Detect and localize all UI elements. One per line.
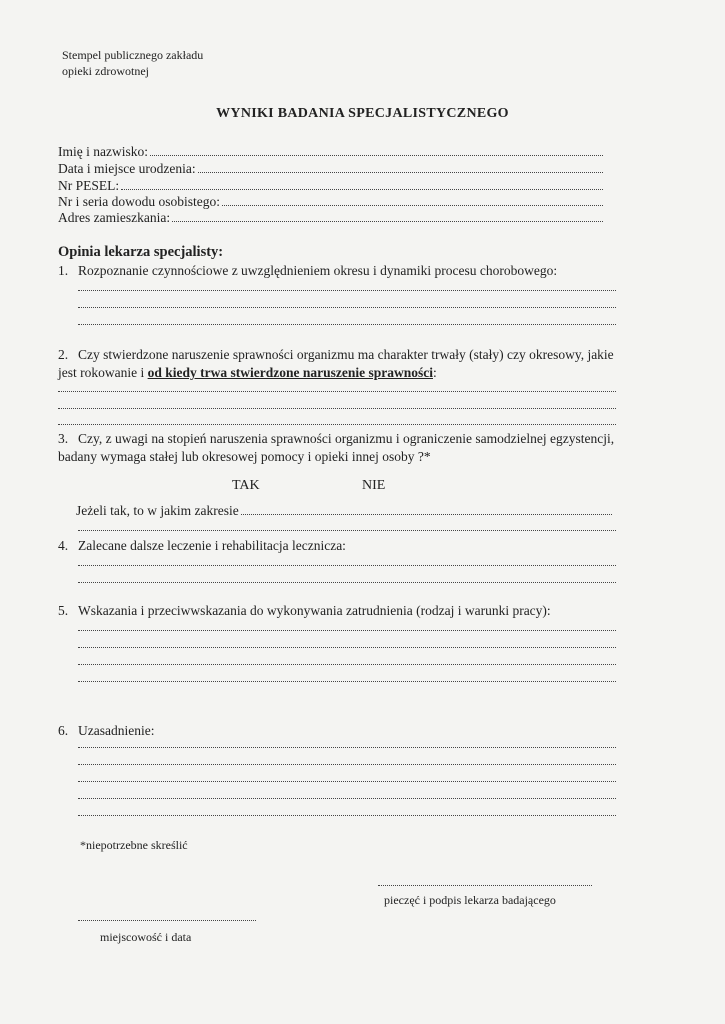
question-4 [58,537,616,555]
question-6-text: Uzasadnienie: [78,723,155,738]
place-date-label: miejscowość i data [100,930,192,944]
field-pesel-label: Nr PESEL: [58,178,120,193]
field-birth-label: Data i miejsce urodzenia: [58,161,196,176]
question-3-number: 3. [58,431,69,446]
field-pesel-line [121,179,603,190]
question-2-underlined: od kiedy trwa stwierdzone naruszenie sprawności [147,365,433,380]
field-id-doc[interactable] [58,194,603,210]
question-2-colon: : [432,365,437,380]
place-date-line[interactable] [78,920,256,921]
answer-line[interactable] [78,530,616,531]
question-1 [58,262,616,280]
opinion-header: Opinia lekarza specjalisty: [58,244,224,260]
answer-line[interactable] [78,565,616,566]
question-3 [58,430,616,466]
question-5-text: Wskazania i przeciwwskazania do wykonywania zatrudnienia (rodzaj i warunki pracy): [78,603,551,618]
question-6-number: 6. [58,723,69,738]
answer-line[interactable] [78,681,616,682]
answer-line[interactable] [58,424,616,425]
field-name-label: Imię i nazwisko: [58,144,148,159]
option-tak[interactable]: TAK [232,478,260,493]
stamp-line-1: Stempel publicznego zakładu [62,48,204,62]
document-title: WYNIKI BADANIA SPECJALISTYCZNEGO [216,106,509,121]
option-nie[interactable]: NIE [362,478,386,493]
question-3-text: Czy, z uwagi na stopień naruszenia sprawności organizmu i ograniczenie samodzielnej egzystencji, badany wymaga stałej lub okresowej pomocy i opieki innej osoby ?* [58,431,615,464]
field-address[interactable] [58,210,603,226]
field-birth-line [198,162,603,173]
field-name[interactable] [58,144,603,160]
answer-line[interactable] [78,664,616,665]
stamp-line-2: opieki zdrowotnej [62,64,149,78]
question-4-text: Zalecane dalsze leczenie i rehabilitacja lecznicza: [78,538,346,553]
field-address-line [172,211,603,222]
field-name-line [150,145,603,156]
footnote: *niepotrzebne skreślić [80,838,188,852]
field-pesel[interactable] [58,178,603,194]
question-2-text: Czy stwierdzone naruszenie sprawności organizmu ma charakter trwały (stały) czy okresowy, jakie jest rokowanie i [58,347,614,380]
if-yes-label: Jeżeli tak, to w jakim zakresie [76,503,239,518]
question-4-number: 4. [58,538,69,553]
field-address-label: Adres zamieszkania: [58,210,171,225]
if-yes-field[interactable] [76,503,612,519]
signature-line[interactable] [378,885,592,886]
if-yes-line [241,504,612,515]
field-id-doc-line [222,195,603,206]
answer-line[interactable] [78,747,616,748]
question-5-number: 5. [58,603,69,618]
signature-label: pieczęć i podpis lekarza badającego [384,893,556,907]
answer-line[interactable] [78,582,616,583]
answer-line[interactable] [78,647,616,648]
question-1-text: Rozpoznanie czynnościowe z uwzględnieniem okresu i dynamiki procesu chorobowego: [78,263,558,278]
answer-line[interactable] [78,630,616,631]
answer-line[interactable] [58,391,616,392]
answer-line[interactable] [78,764,616,765]
answer-line[interactable] [78,324,616,325]
answer-line[interactable] [78,290,616,291]
question-6 [58,722,616,740]
stamp-area [62,47,203,79]
question-1-number: 1. [58,263,69,278]
field-birth[interactable] [58,161,603,177]
answer-line[interactable] [78,307,616,308]
answer-line[interactable] [78,815,616,816]
answer-line[interactable] [78,781,616,782]
question-5 [58,602,616,620]
question-2-number: 2. [58,347,69,362]
answer-line[interactable] [78,798,616,799]
field-id-doc-label: Nr i seria dowodu osobistego: [58,194,220,209]
answer-line[interactable] [58,408,616,409]
question-2 [58,346,616,382]
